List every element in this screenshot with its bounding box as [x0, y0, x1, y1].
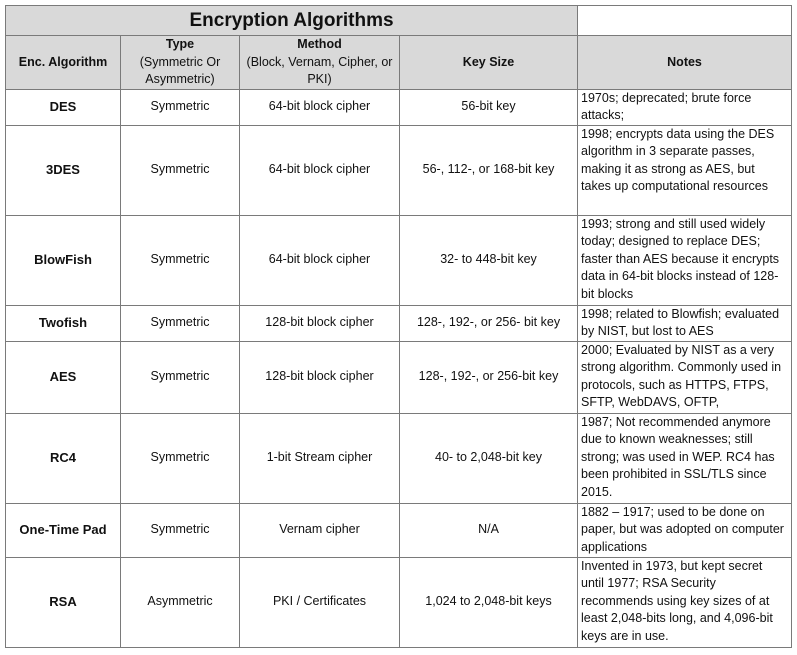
key-size-cell: 1,024 to 2,048-bit keys — [400, 557, 578, 647]
algorithm-cell: DES — [6, 89, 121, 125]
type-cell: Symmetric — [121, 89, 240, 125]
header-algorithm: Enc. Algorithm — [6, 36, 121, 90]
type-cell: Symmetric — [121, 341, 240, 413]
algorithm-cell: One-Time Pad — [6, 503, 121, 557]
type-cell: Asymmetric — [121, 557, 240, 647]
key-size-cell: 128-, 192-, or 256- bit key — [400, 305, 578, 341]
method-cell: 64-bit block cipher — [240, 215, 400, 305]
key-size-cell: 40- to 2,048-bit key — [400, 413, 578, 503]
notes-cell: Invented in 1973, but kept secret until 1977; RSA Security recommends using key sizes of at least 2,048-bits long, and 4,096-bit keys are in use. — [578, 557, 792, 647]
key-size-cell: 56-, 112-, or 168-bit key — [400, 125, 578, 215]
header-type-sub: (Symmetric Or Asymmetric) — [139, 54, 221, 86]
algorithm-cell: AES — [6, 341, 121, 413]
type-cell: Symmetric — [121, 215, 240, 305]
notes-cell: 1993; strong and still used widely today; designed to replace DES; faster than AES because it encrypts data in 64-bit blocks instead of 128-bit blocks — [578, 215, 792, 305]
type-cell: Symmetric — [121, 503, 240, 557]
notes-cell: 1998; encrypts data using the DES algorithm in 3 separate passes, making it as strong as AES, but takes up computational resources — [578, 125, 792, 215]
algorithm-cell: RC4 — [6, 413, 121, 503]
algorithm-cell: RSA — [6, 557, 121, 647]
header-method-sub: (Block, Vernam, Cipher, or PKI) — [246, 54, 393, 86]
key-size-cell: N/A — [400, 503, 578, 557]
title-blank-cell — [578, 6, 792, 36]
header-type-label: Type — [165, 37, 195, 51]
header-method-label: Method — [297, 37, 342, 51]
key-size-cell: 32- to 448-bit key — [400, 215, 578, 305]
algorithm-cell: 3DES — [6, 125, 121, 215]
notes-cell: 1987; Not recommended anymore due to known weaknesses; still strong; was used in WEP. RC4 has been prohibited in SSL/TLS since 2015. — [578, 413, 792, 503]
type-cell: Symmetric — [121, 305, 240, 341]
notes-cell: 1882 – 1917; used to be done on paper, but was adopted on computer applications — [578, 503, 792, 557]
table-row — [6, 125, 792, 215]
method-cell: 64-bit block cipher — [240, 89, 400, 125]
method-cell: Vernam cipher — [240, 503, 400, 557]
encryption-algorithms-table — [5, 5, 792, 648]
notes-cell: 1998; related to Blowfish; evaluated by NIST, but lost to AES — [578, 305, 792, 341]
type-cell: Symmetric — [121, 413, 240, 503]
method-cell: PKI / Certificates — [240, 557, 400, 647]
header-notes: Notes — [578, 36, 792, 90]
method-cell: 1-bit Stream cipher — [240, 413, 400, 503]
key-size-cell: 56-bit key — [400, 89, 578, 125]
header-method — [240, 36, 400, 90]
table-row — [6, 215, 792, 305]
key-size-cell: 128-, 192-, or 256-bit key — [400, 341, 578, 413]
method-cell: 64-bit block cipher — [240, 125, 400, 215]
table-row — [6, 305, 792, 341]
method-cell: 128-bit block cipher — [240, 305, 400, 341]
header-key-size: Key Size — [400, 36, 578, 90]
table-row — [6, 413, 792, 503]
method-cell: 128-bit block cipher — [240, 341, 400, 413]
type-cell: Symmetric — [121, 125, 240, 215]
algorithm-cell: BlowFish — [6, 215, 121, 305]
table-row — [6, 341, 792, 413]
notes-cell: 2000; Evaluated by NIST as a very strong algorithm. Commonly used in protocols, such as HTTPS, FTPS, SFTP, WebDAVS, OFTP, — [578, 341, 792, 413]
header-row — [6, 36, 792, 90]
table-title: Encryption Algorithms — [6, 6, 578, 36]
table-row — [6, 503, 792, 557]
header-type — [121, 36, 240, 90]
notes-cell: 1970s; deprecated; brute force attacks; — [578, 89, 792, 125]
algorithm-cell: Twofish — [6, 305, 121, 341]
title-row — [6, 6, 792, 36]
table-row — [6, 557, 792, 647]
table-row — [6, 89, 792, 125]
